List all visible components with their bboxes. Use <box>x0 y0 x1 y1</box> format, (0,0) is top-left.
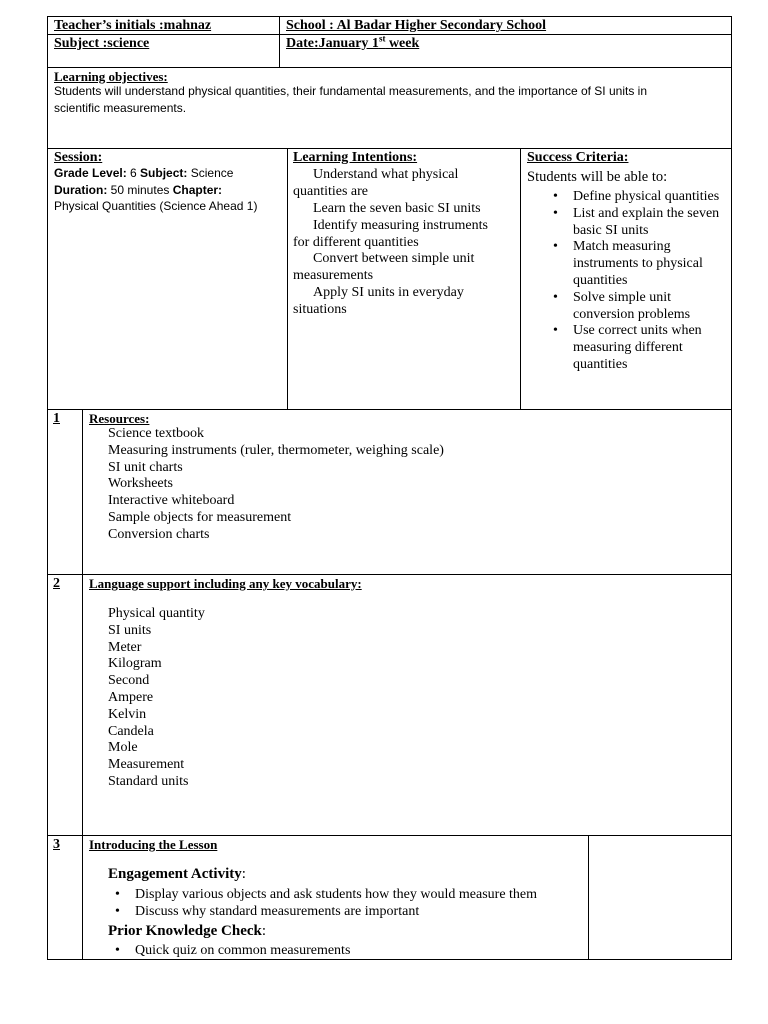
success-item: • Solve simple unit conversion problems <box>573 290 725 324</box>
date-suffix: week <box>385 36 420 51</box>
resource-item: Sample objects for measurement <box>108 509 292 525</box>
duration-label: Duration: <box>54 183 108 197</box>
prior-title: Prior Knowledge Check <box>108 923 262 939</box>
subject-label: Subject :science <box>54 36 150 51</box>
engagement-heading: Engagement Activity: <box>108 866 246 882</box>
section-number-column-divider <box>82 409 83 960</box>
duration-value: 50 minutes <box>107 183 173 197</box>
intention-line: Understand what physical <box>313 167 459 182</box>
intention-line: for different quantities <box>293 235 419 250</box>
success-item: • Match measuring instruments to physical quantities <box>573 239 725 289</box>
engagement-title: Engagement Activity <box>108 866 242 882</box>
engagement-list <box>135 887 537 921</box>
date-superscript: st <box>378 33 386 44</box>
vocabulary-list <box>108 606 205 791</box>
resource-item: Measuring instruments (ruler, thermometer, weighing scale) <box>108 442 444 458</box>
success-item: • Define physical quantities <box>573 189 725 206</box>
vocabulary-item: Second <box>108 673 150 689</box>
vocabulary-item: Meter <box>108 639 142 655</box>
resource-item: Conversion charts <box>108 526 210 542</box>
date-prefix: Date:January 1 <box>286 36 379 51</box>
resources-title: Resources: <box>89 411 150 426</box>
intention-line: situations <box>293 302 347 317</box>
section3-right-column-divider <box>588 835 589 960</box>
success-item: • List and explain the seven basic SI units <box>573 206 725 240</box>
objectives-line-2: scientific measurements. <box>54 101 187 115</box>
engagement-item: • Discuss why standard measurements are important <box>135 904 537 921</box>
vocabulary-item: Physical quantity <box>108 606 205 621</box>
vocabulary-item: Measurement <box>108 757 185 773</box>
intention-line: measurements <box>293 268 374 283</box>
section-number-3: 3 <box>53 837 60 852</box>
header-column-divider <box>279 16 280 68</box>
resources-list <box>108 426 444 544</box>
session-title: Session: <box>54 150 103 165</box>
chapter-value: Physical Quantities (Science Ahead 1) <box>54 199 258 213</box>
prior-heading: Prior Knowledge Check: <box>108 923 267 939</box>
section-number-1: 1 <box>53 411 60 426</box>
prior-list <box>135 943 350 960</box>
intention-line: Convert between simple unit <box>313 251 475 266</box>
intention-line: Apply SI units in everyday <box>313 285 464 300</box>
vocabulary-item: SI units <box>108 622 152 638</box>
resource-item: Interactive whiteboard <box>108 493 235 509</box>
vocabulary-item: Standard units <box>108 773 189 789</box>
vocabulary-item: Ampere <box>108 689 154 705</box>
intention-line: Learn the seven basic SI units <box>313 201 481 216</box>
success-title: Success Criteria: <box>527 150 629 165</box>
resource-item: SI unit charts <box>108 459 183 475</box>
session-column-divider-1 <box>287 148 288 410</box>
resource-item: Worksheets <box>108 476 173 492</box>
session-subject-value: Science <box>187 166 234 180</box>
grade-value: 6 <box>126 166 141 180</box>
objectives-title: Learning objectives: <box>54 69 168 84</box>
success-item: • Use correct units when measuring different quantities <box>573 323 725 373</box>
session-subject-label: Subject: <box>140 166 188 180</box>
session-grade-subject <box>54 165 233 182</box>
objectives-line-1: Students will understand physical quantities, their fundamental measurements, and the importance of SI units in <box>54 84 647 98</box>
resource-item: Science textbook <box>108 426 205 441</box>
vocabulary-item: Mole <box>108 740 138 756</box>
success-list <box>573 189 725 374</box>
success-intro: Students will be able to: <box>527 169 668 185</box>
chapter-label: Chapter: <box>172 183 223 197</box>
grade-label: Grade Level: <box>54 166 127 180</box>
table-border-left <box>47 16 48 960</box>
school-name: School : Al Badar Higher Secondary School <box>286 18 547 33</box>
vocabulary-item: Kilogram <box>108 656 162 672</box>
session-bottom-border <box>47 409 732 410</box>
intentions-title: Learning Intentions: <box>293 150 418 165</box>
vocabulary-item: Candela <box>108 723 154 739</box>
intention-line: Identify measuring instruments <box>313 218 488 233</box>
session-duration-chapter <box>54 182 222 199</box>
intro-title: Introducing the Lesson <box>89 837 218 852</box>
vocabulary-item: Kelvin <box>108 706 147 722</box>
teacher-initials: Teacher’s initials :mahnaz <box>54 18 212 33</box>
session-column-divider-2 <box>520 148 521 410</box>
prior-item: • Quick quiz on common measurements <box>135 943 350 960</box>
vocabulary-title: Language support including any key vocabulary: <box>89 576 362 591</box>
date-label <box>286 35 419 52</box>
engagement-item: • Display various objects and ask students how they would measure them <box>135 887 537 904</box>
section-number-2: 2 <box>53 576 60 591</box>
intention-line: quantities are <box>293 184 369 199</box>
table-border-right <box>731 16 732 960</box>
